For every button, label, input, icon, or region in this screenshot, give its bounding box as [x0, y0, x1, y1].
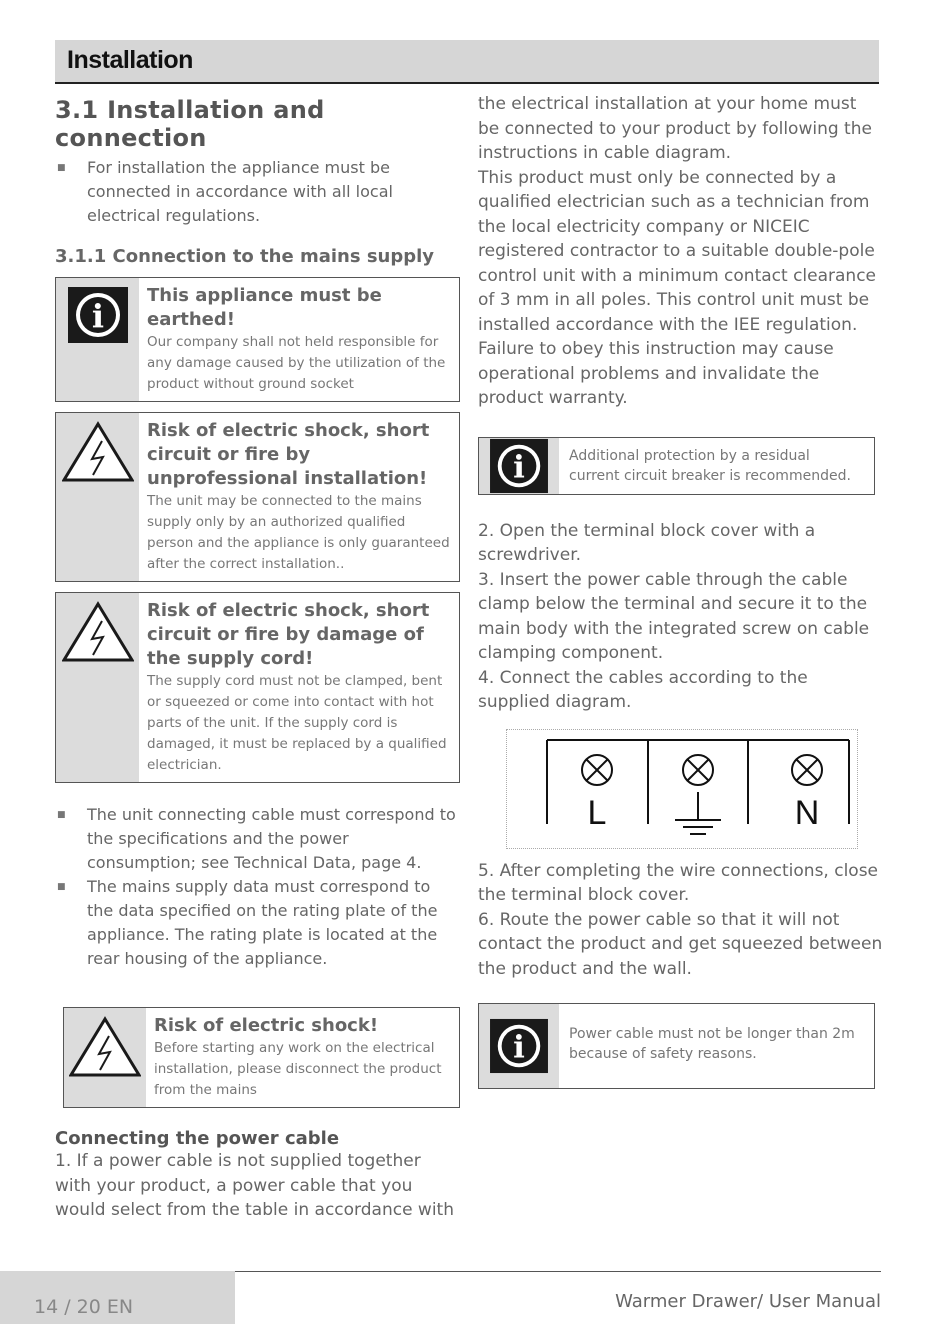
page-number: 14 / 20 EN — [0, 1271, 235, 1324]
section-header — [55, 40, 879, 84]
bullet-icon: ■ — [57, 163, 66, 173]
live-terminal-label: L — [587, 793, 607, 832]
paragraph-qualified-electrician: This product must only be connected by a qualified electrician such as a technician from the local electricity company or NICEIC registered contractor to a suitable double-pole control unit with a minimum contact clearance of 3 mm in all poles. This control unit must be installed accordance with the IEE regulation. Failure to obey this instruction may cause operational problems and invalidate the product warranty. — [478, 167, 876, 408]
bullet-text: The unit connecting cable must correspond to the specifications and the power consumption; see Technical Data, page 4. — [87, 805, 456, 872]
wiring-diagram — [506, 729, 858, 849]
warning-text: Before starting any work on the electrical installation, please disconnect the product from the mains — [154, 1040, 442, 1098]
warning-title: Risk of electric shock! — [154, 1015, 379, 1036]
heading-mains-supply: 3.1.1 Connection to the mains supply — [55, 246, 435, 267]
note-text: Our company shall not held responsible for any damage caused by the utilization of the product without ground socket — [147, 334, 446, 392]
section-title: Installation — [67, 46, 193, 74]
warning-triangle-icon — [56, 593, 139, 782]
step-5-text: 5. After completing the wire connections, close the terminal block cover. — [478, 860, 879, 905]
neutral-terminal-label: N — [794, 793, 820, 832]
bullet-text: For installation the appliance must be connected in accordance with all local electrical regulations. — [87, 158, 393, 225]
info-text: Additional protection by a residual current circuit breaker is recommended. — [569, 447, 851, 484]
warning-title: Risk of electric shock, short circuit or fire by unprofessional installation! — [147, 420, 430, 489]
svg-text:i: i — [513, 1029, 525, 1066]
bullet-text: The mains supply data must correspond to the data specified on the rating plate of the appliance. The rating plate is located at the rear housing of the appliance. — [87, 877, 438, 968]
left-column — [55, 96, 460, 1223]
heading-installation-connection: 3.1 Installation and connection — [55, 96, 325, 152]
bullet-item — [55, 156, 460, 228]
info-icon — [56, 278, 139, 401]
bullet-icon: ■ — [57, 810, 66, 820]
info-cable-length — [478, 1003, 875, 1089]
note-earthed — [55, 277, 460, 402]
warning-unprofessional-installation — [55, 412, 460, 582]
bullet-icon: ■ — [57, 882, 66, 892]
step-1-text: 1. If a power cable is not supplied together with your product, a power cable that you would select from the table in accordance with — [55, 1151, 455, 1220]
note-title: This appliance must be earthed! — [147, 285, 382, 330]
step-4-text: 4. Connect the cables according to the supplied diagram. — [478, 667, 808, 712]
warning-text: The supply cord must not be clamped, bent or squeezed or come into contact with hot parts of the unit. If the supply cord is damaged, it must be replaced by a qualified electrician. — [147, 673, 447, 773]
info-text: Power cable must not be longer than 2m because of safety reasons. — [569, 1026, 855, 1062]
warning-title: Risk of electric shock, short circuit or fire by damage of the supply cord! — [147, 600, 430, 669]
step-3-text: 3. Insert the power cable through the cable clamp below the terminal and secure it to the main body with the integrated screw on cable clamping component. — [478, 569, 870, 663]
warning-triangle-icon — [64, 1008, 146, 1107]
step-6-text: 6. Route the power cable so that it will not contact the product and get squeezed between the product and the wall. — [478, 909, 883, 979]
warning-text: The unit may be connected to the mains supply only by an authorized qualified person and the appliance is only guaranteed after the correct installation.. — [147, 493, 450, 572]
warning-supply-cord — [55, 592, 460, 783]
info-icon — [479, 1004, 559, 1088]
info-rcd — [478, 437, 875, 495]
svg-text:i: i — [91, 297, 104, 335]
warning-triangle-icon — [56, 413, 139, 581]
paragraph-cable-diagram: the electrical installation at your home must be connected to your product by following the instructions in cable diagram. — [478, 94, 872, 163]
footer-divider — [235, 1271, 881, 1272]
warning-electric-shock — [63, 1007, 460, 1108]
info-icon — [479, 438, 559, 494]
bullet-item — [55, 875, 460, 971]
svg-text:i: i — [513, 449, 525, 486]
right-column — [478, 92, 883, 1089]
heading-connecting-power-cable: Connecting the power cable — [55, 1128, 340, 1149]
bullet-item — [55, 803, 460, 875]
page-footer — [0, 1271, 931, 1324]
manual-title: Warmer Drawer/ User Manual — [615, 1291, 881, 1312]
step-2-text: 2. Open the terminal block cover with a screwdriver. — [478, 520, 816, 565]
